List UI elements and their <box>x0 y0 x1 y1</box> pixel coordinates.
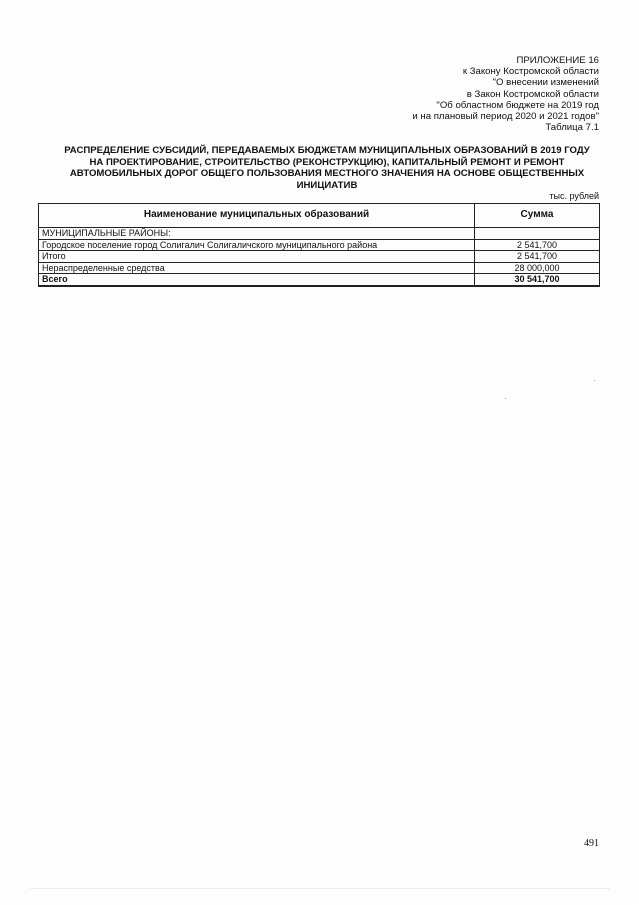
annex-line: "Об областном бюджете на 2019 год <box>436 99 599 111</box>
row-name: Городское поселение город Солигалич Солигаличского муниципального района <box>39 239 475 251</box>
row-name: Всего <box>39 274 475 286</box>
annex-line: ПРИЛОЖЕНИЕ 16 <box>516 55 599 66</box>
annex-line: и на плановый период 2020 и 2021 годов" <box>412 111 599 123</box>
row-sum: 28 000,000 <box>475 262 600 274</box>
row-sum <box>475 228 600 240</box>
table-row <box>39 239 600 251</box>
title-line: РАСПРЕДЕЛЕНИЕ СУБСИДИЙ, ПЕРЕДАВАЕМЫХ БЮДЖЕТАМ МУНИЦИПАЛЬНЫХ ОБРАЗОВАНИЙ В 2019 ГОДУ <box>64 145 590 156</box>
annex-header <box>412 55 599 133</box>
document-title <box>52 145 602 191</box>
row-sum: 2 541,700 <box>475 251 600 263</box>
page-number: 491 <box>584 838 599 849</box>
scan-edge <box>30 888 609 889</box>
row-name: МУНИЦИПАЛЬНЫЕ РАЙОНЫ: <box>39 228 475 240</box>
annex-line: в Закон Костромской области <box>466 88 599 100</box>
subsidy-table <box>38 203 600 287</box>
title-line: НА ПРОЕКТИРОВАНИЕ, СТРОИТЕЛЬСТВО (РЕКОНСТРУКЦИЮ), КАПИТАЛЬНЫЙ РЕМОНТ И РЕМОНТ <box>89 156 565 168</box>
row-name: Нераспределенные средства <box>39 262 475 274</box>
annex-line: к Закону Костромской области <box>462 66 599 78</box>
scan-speck <box>505 398 506 399</box>
table-row <box>39 228 600 240</box>
header-name: Наименование муниципальных образований <box>39 204 475 228</box>
row-name: Итого <box>39 251 475 263</box>
title-line: ИНИЦИАТИВ <box>296 179 358 191</box>
table-header-row <box>39 204 600 228</box>
annex-line: "О внесении изменений <box>492 77 599 89</box>
header-sum: Сумма <box>475 204 600 228</box>
unit-label: тыс. рублей <box>549 191 599 201</box>
scan-speck <box>594 380 595 381</box>
table-row-total <box>39 274 600 286</box>
table-number: Таблица 7.1 <box>545 122 599 134</box>
title-line: АВТОМОБИЛЬНЫХ ДОРОГ ОБЩЕГО ПОЛЬЗОВАНИЯ МЕСТНОГО ЗНАЧЕНИЯ НА ОСНОВЕ ОБЩЕСТВЕННЫХ <box>69 168 585 180</box>
table-row <box>39 262 600 274</box>
row-sum: 30 541,700 <box>475 274 600 286</box>
table-row <box>39 251 600 263</box>
row-sum: 2 541,700 <box>475 239 600 251</box>
